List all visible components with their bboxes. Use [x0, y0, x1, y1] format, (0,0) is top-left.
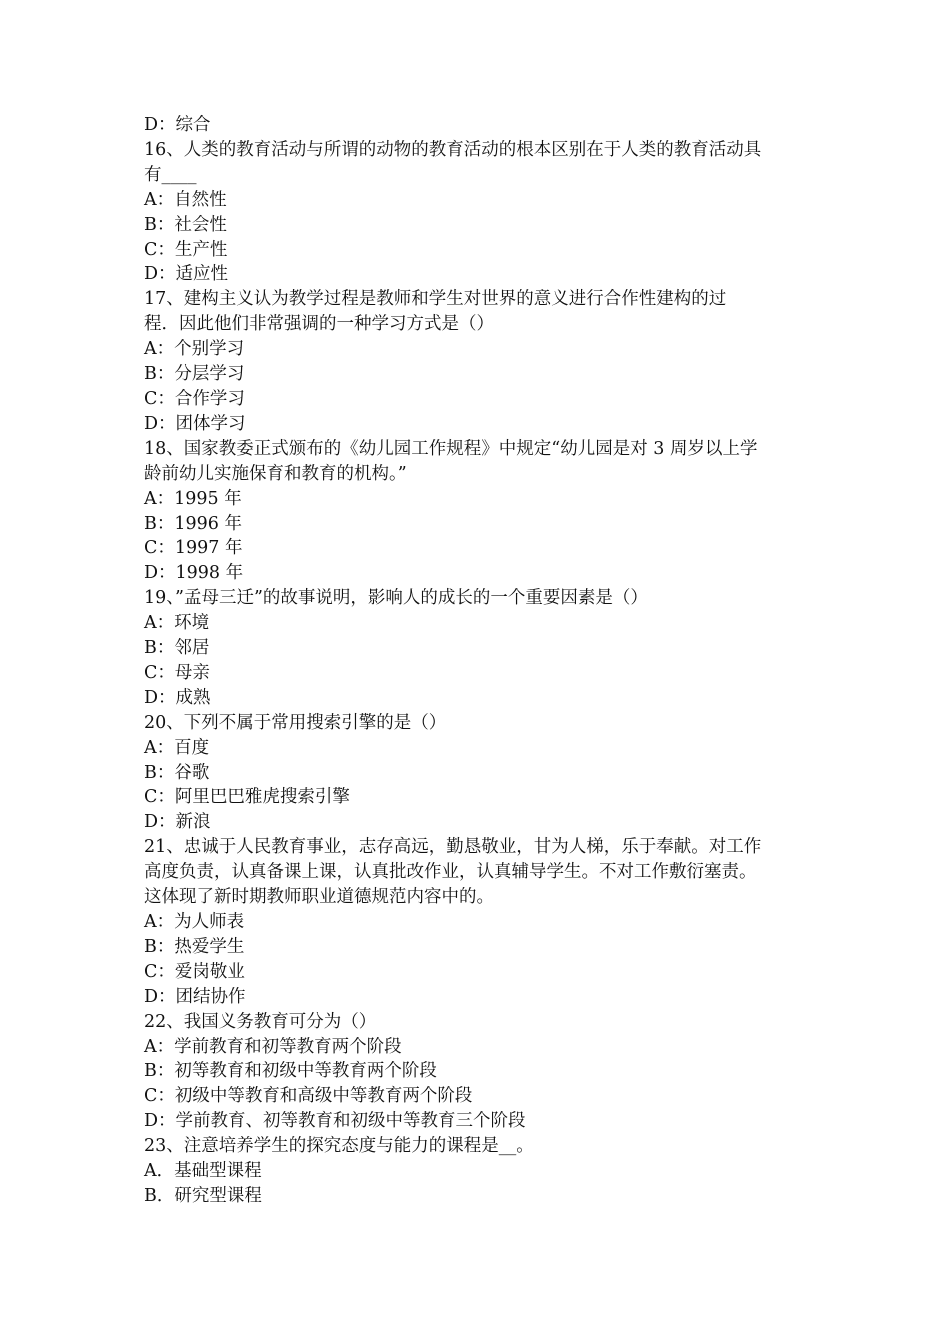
text-line: A：百度 — [144, 737, 210, 758]
text-line: C：生产性 — [144, 239, 228, 260]
text-line: B：社会性 — [144, 214, 227, 235]
text-line: D：团结协作 — [144, 986, 246, 1007]
text-line: 17、建构主义认为教学过程是教师和学生对世界的意义进行合作性建构的过 — [144, 289, 727, 310]
text-line: 有____ — [144, 164, 197, 185]
text-line: 16、人类的教育活动与所谓的动物的教育活动的根本区别在于人类的教育活动具 — [144, 139, 762, 160]
text-line: A．基础型课程 — [144, 1161, 262, 1182]
text-line: C：1997 年 — [144, 538, 243, 559]
text-line: D：学前教育、初等教育和初级中等教育三个阶段 — [144, 1111, 526, 1132]
text-line: 这体现了新时期教师职业道德规范内容中的。 — [144, 887, 494, 908]
text-line: D：成熟 — [144, 687, 211, 708]
text-line: C：爱岗敬业 — [144, 961, 245, 982]
question-text-block — [144, 113, 814, 1209]
text-line: B：谷歌 — [144, 762, 210, 783]
text-line: A：自然性 — [144, 189, 227, 210]
text-line: 程．因此他们非常强调的一种学习方式是（） — [144, 314, 494, 335]
text-line: B．研究型课程 — [144, 1185, 262, 1206]
text-line: A：学前教育和初等教育两个阶段 — [144, 1036, 402, 1057]
text-line: D：适应性 — [144, 264, 229, 285]
text-line: B：分层学习 — [144, 364, 245, 385]
text-line: B：1996 年 — [144, 513, 242, 534]
text-line: 21、忠诚于人民教育事业，志存高远，勤恳敬业，甘为人梯，乐于奉献。对工作 — [144, 837, 762, 858]
text-line: C：阿里巴巴雅虎搜索引擎 — [144, 787, 350, 808]
text-line: D：1998 年 — [144, 563, 244, 584]
text-line: C：母亲 — [144, 662, 210, 683]
text-line: 22、我国义务教育可分为（） — [144, 1011, 377, 1032]
text-line: D：综合 — [144, 115, 211, 135]
text-line: A：个别学习 — [144, 339, 245, 360]
text-line: 19、”孟母三迁”的故事说明，影响人的成长的一个重要因素是（） — [144, 588, 648, 609]
text-line: B：热爱学生 — [144, 936, 245, 957]
text-line: A：环境 — [144, 613, 210, 634]
text-line: B：初等教育和初级中等教育两个阶段 — [144, 1061, 437, 1082]
text-line: 龄前幼儿实施保育和教育的机构。” — [144, 463, 407, 484]
text-line: 20、下列不属于常用搜索引擎的是（） — [144, 712, 447, 733]
text-line: 18、国家教委正式颁布的《幼儿园工作规程》中规定“幼儿园是对 3 周岁以上学 — [144, 438, 758, 459]
text-line: D：新浪 — [144, 812, 211, 833]
text-line: D：团体学习 — [144, 413, 246, 434]
text-line: C：初级中等教育和高级中等教育两个阶段 — [144, 1086, 473, 1107]
text-line: 高度负责，认真备课上课，认真批改作业，认真辅导学生。不对工作敷衍塞责。 — [144, 862, 757, 883]
text-line: A：为人师表 — [144, 912, 245, 932]
text-line: A：1995 年 — [144, 488, 242, 509]
text-line: B：邻居 — [144, 638, 210, 659]
text-line: C：合作学习 — [144, 388, 245, 409]
text-line: 23、注意培养学生的探究态度与能力的课程是__。 — [144, 1136, 534, 1157]
